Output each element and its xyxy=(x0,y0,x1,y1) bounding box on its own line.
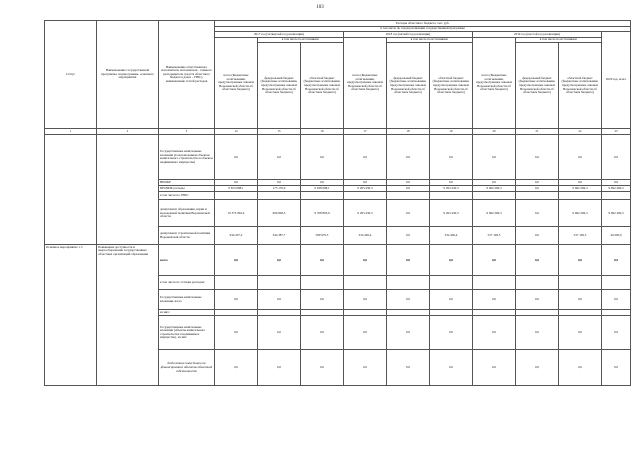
cell-value: 0,0 xyxy=(516,227,559,245)
cell-value: 0,0 xyxy=(387,135,430,180)
header-sources-2017: в том числе по источникам: xyxy=(258,37,344,43)
cell-value: 0,0 xyxy=(344,316,387,350)
cell-value: 0,0 xyxy=(430,316,473,350)
row-label: всего xyxy=(159,245,215,276)
header-total-2020: 2020 год, всего xyxy=(602,32,631,129)
cell-value: 0,0 xyxy=(559,135,602,180)
row-label: в том числе по статьям расходов: xyxy=(159,276,215,290)
cell-value: 0,0 xyxy=(215,135,258,180)
cell-value: 0,0 xyxy=(387,290,430,310)
row-label: департамент образования, науки и молодежной политики Воронежской области xyxy=(159,200,215,227)
cell-value: 0,0 xyxy=(473,290,516,310)
header-status: Статус xyxy=(45,21,97,129)
cell-value: 0,0 xyxy=(301,350,344,386)
header-expenses: Расходы областного бюджета, тыс. руб. xyxy=(215,21,631,27)
header-year-2018: 2018 год (пятый год реализации) xyxy=(344,32,473,38)
col-number: 21 xyxy=(516,129,559,135)
cell-value: 0,0 xyxy=(430,350,473,386)
cell-value: 0,0 xyxy=(301,245,344,276)
col-number: 19 xyxy=(430,129,473,135)
col-number: 23 xyxy=(602,129,631,135)
col-number: 18 xyxy=(387,129,430,135)
cell-value: 0,0 xyxy=(559,316,602,350)
col-number: 22 xyxy=(559,129,602,135)
cell-value: 9 293 430,3 xyxy=(430,200,473,227)
cell-value: 0,0 xyxy=(344,245,387,276)
cell-value: 9 692 269,3 xyxy=(473,200,516,227)
cell-value: 9 692 269,3 xyxy=(559,186,602,192)
budget-table xyxy=(44,20,631,386)
cell-value: 0,0 xyxy=(430,290,473,310)
header-sources-2018: в том числе по источникам: xyxy=(387,37,473,43)
cell-value: 175 170,0 xyxy=(258,186,301,192)
cell-value: 537 109,5 xyxy=(473,227,516,245)
cell-value: 9 768 863,9 xyxy=(301,200,344,227)
header-program-name: Наименование государственной программы, подпрограммы, основного мероприятия xyxy=(97,21,159,129)
col-number: 3 xyxy=(159,129,215,135)
cell-value: 0,0 xyxy=(344,135,387,180)
cell-value: 9 813 088,1 xyxy=(215,186,258,192)
cell-value: 0,0 xyxy=(430,135,473,180)
cell-value: 40 000,0 xyxy=(602,227,631,245)
cell-value: 0,0 xyxy=(301,290,344,310)
cell-value: 0,0 xyxy=(387,350,430,386)
cell-value: 334 436,4 xyxy=(430,227,473,245)
cell-value: 0,0 xyxy=(344,350,387,386)
row-label: Государственные капитальные вложения (за исключением объектов капитального строительства в объекты недвижимого имущества) xyxy=(159,135,215,180)
cell-value: 0,0 xyxy=(602,290,631,310)
cell-value: 0,0 xyxy=(473,180,516,186)
cell-value: 606 828,5 xyxy=(258,200,301,227)
row-label: Государственные капитальные вложения (объекты капитального строительства в недвижимое имущество), из них xyxy=(159,316,215,350)
cell-value: 0,0 xyxy=(258,290,301,310)
cell-value: 0,0 xyxy=(258,316,301,350)
cell-value: 934 267,2 xyxy=(215,227,258,245)
cell-value: 0,0 xyxy=(430,245,473,276)
cell-value: 0,0 xyxy=(602,135,631,180)
status-cell-empty xyxy=(45,135,97,245)
header-by-years: в том числе по годам реализации государственной программы xyxy=(215,26,631,32)
cell-value: 9 692 269,3 xyxy=(473,186,516,192)
cell-value: 9 692 269,3 xyxy=(602,186,631,192)
cell-value: 589 979,5 xyxy=(301,227,344,245)
cell-value: 0,0 xyxy=(516,290,559,310)
cell-value: 9 638 098,1 xyxy=(301,186,344,192)
cell-value: 0,0 xyxy=(387,245,430,276)
header-total-2019: всего (Бюджетные ассигнования, предусмотренные законом Воронежской области об областном бюджете) xyxy=(473,37,516,129)
cell-value: 0,0 xyxy=(387,200,430,227)
cell-value: 0,0 xyxy=(258,245,301,276)
row-label: НИОКР xyxy=(159,180,215,186)
header-federal-2019: федеральный бюджет (бюджетные ассигнования, предусмотренные законом Воронежской области об областном бюджете) xyxy=(516,43,559,129)
col-number: 14 xyxy=(215,129,258,135)
cell-value: 0,0 xyxy=(344,180,387,186)
row-label: департамент строительной политики Воронежской области xyxy=(159,227,215,245)
cell-value: 0,0 xyxy=(602,350,631,386)
cell-value: 0,0 xyxy=(215,180,258,186)
cell-value: 0,0 xyxy=(258,350,301,386)
cell-value: 334 436,4 xyxy=(344,227,387,245)
header-year-2017: 2017 год (четвертый год реализации) xyxy=(215,32,344,38)
cell-value: 0,0 xyxy=(387,186,430,192)
cell-value: 9 692 269,3 xyxy=(602,200,631,227)
header-total-2018: всего (Бюджетные ассигнования, предусмотренные законом Воронежской области об областном бюджете) xyxy=(344,37,387,129)
cell-value: 10 375 002,4 xyxy=(215,200,258,227)
page-number: 103 xyxy=(316,5,324,10)
cell-value: 0,0 xyxy=(516,350,559,386)
program-name-cell: Повышение доступности и энергосбережения государственных областных организаций образования xyxy=(97,245,159,386)
cell-value: 0,0 xyxy=(215,290,258,310)
cell-value: 0,0 xyxy=(516,180,559,186)
cell-value: 537 109,5 xyxy=(559,227,602,245)
col-number: 1 xyxy=(45,129,97,135)
header-year-2019: 2019 год (шестой год реализации) xyxy=(473,32,602,38)
cell-value: 0,0 xyxy=(258,180,301,186)
cell-value: 0,0 xyxy=(516,316,559,350)
cell-value: 0,0 xyxy=(602,180,631,186)
cell-value: 0,0 xyxy=(215,316,258,350)
cell-value: 0,0 xyxy=(215,245,258,276)
program-name-cell-empty xyxy=(97,135,159,245)
header-federal-2018: федеральный бюджет (бюджетные ассигнования, предусмотренные законом Воронежской области об областном бюджете) xyxy=(387,43,430,129)
header-regional-2017: областной бюджет (бюджетные ассигнования, предусмотренные законом Воронежской области об областном бюджете) xyxy=(301,43,344,129)
col-number: 2 xyxy=(97,129,159,135)
header-executor: Наименование ответственного исполнителя, исполнителя - главного распорядителя средств областного бюджета (далее - ГРБС), наименование статей расходов xyxy=(159,21,215,129)
cell-value: 0,0 xyxy=(516,200,559,227)
cell-value: 0,0 xyxy=(559,350,602,386)
cell-value: 0,0 xyxy=(387,316,430,350)
cell-value: 9 293 430,3 xyxy=(430,186,473,192)
cell-value: 9 293 430,3 xyxy=(344,186,387,192)
cell-value: 0,0 xyxy=(559,245,602,276)
cell-value: 0,0 xyxy=(301,180,344,186)
row-label: из них: xyxy=(159,310,215,316)
cell-value: 0,0 xyxy=(473,316,516,350)
cell-value: 9 293 430,3 xyxy=(344,200,387,227)
cell-value: 0,0 xyxy=(387,180,430,186)
col-number: 17 xyxy=(344,129,387,135)
cell-value: 0,0 xyxy=(430,180,473,186)
cell-value: 0,0 xyxy=(344,290,387,310)
cell-value: 0,0 xyxy=(258,135,301,180)
cell-value: 0,0 xyxy=(473,135,516,180)
row-label: бюджетные инвестиции на финансирование объектов областной собственности xyxy=(159,350,215,386)
row-label: в том числе по ГРБС: xyxy=(159,192,215,200)
cell-value: 0,0 xyxy=(473,350,516,386)
header-sources-2019: в том числе по источникам: xyxy=(516,37,602,43)
col-number: 20 xyxy=(473,129,516,135)
header-regional-2019: областной бюджет (бюджетные ассигнования, предусмотренные законом Воронежской области об областном бюджете) xyxy=(559,43,602,129)
cell-value: 0,0 xyxy=(602,245,631,276)
cell-value: 0,0 xyxy=(516,245,559,276)
cell-value: 0,0 xyxy=(301,316,344,350)
row-label: Государственные капитальные вложения, всего xyxy=(159,290,215,310)
status-cell: Основное мероприятие 1.3 xyxy=(45,245,97,386)
header-regional-2018: областной бюджет (бюджетные ассигнования, предусмотренные законом Воронежской области об областном бюджете) xyxy=(430,43,473,129)
cell-value: 0,0 xyxy=(301,135,344,180)
col-number: 15 xyxy=(258,129,301,135)
col-number: 16 xyxy=(301,129,344,135)
cell-value: 0,0 xyxy=(516,186,559,192)
cell-value: 0,0 xyxy=(473,245,516,276)
cell-value: 0,0 xyxy=(559,290,602,310)
cell-value: 344 387,7 xyxy=(258,227,301,245)
cell-value: 9 692 269,3 xyxy=(559,200,602,227)
cell-value: 0,0 xyxy=(559,180,602,186)
cell-value: 0,0 xyxy=(516,135,559,180)
header-total-2017: всего (Бюджетные ассигнования, предусмотренные законом Воронежской области об областном бюджете) xyxy=(215,37,258,129)
cell-value: 0,0 xyxy=(387,227,430,245)
cell-value: 0,0 xyxy=(215,350,258,386)
cell-value: 0,0 xyxy=(602,316,631,350)
row-label: ПРОЧИЕ расходы xyxy=(159,186,215,192)
header-federal-2017: федеральный бюджет (бюджетные ассигнования, предусмотренные законом Воронежской области об областном бюджете) xyxy=(258,43,301,129)
